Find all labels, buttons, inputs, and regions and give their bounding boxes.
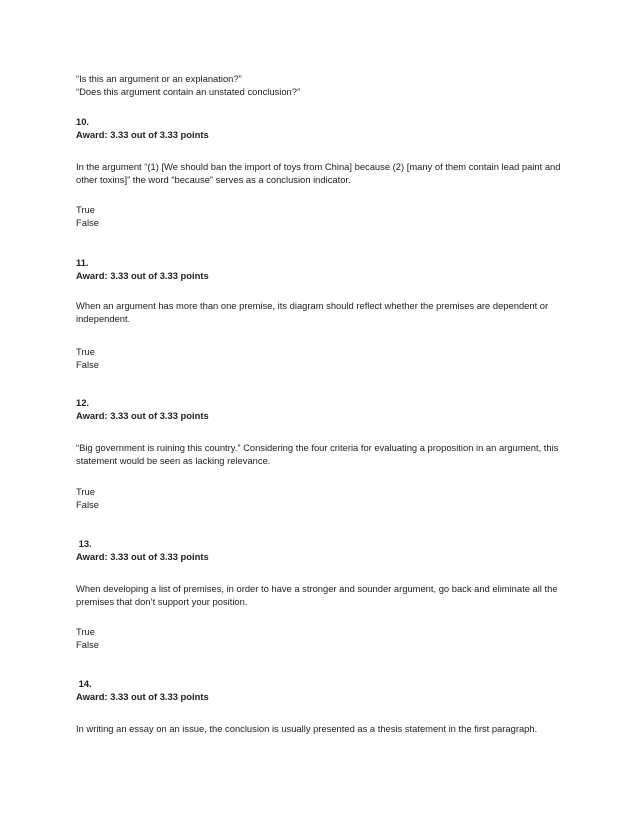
question-12 <box>76 396 568 510</box>
question-prompt: When developing a list of premises, in order to have a stronger and sounder argument, go back and eliminate all the premises that don’t support your position. <box>76 583 558 607</box>
question-number: 12. <box>76 397 90 408</box>
question-number: 10. <box>76 116 90 127</box>
question-number: 14. <box>76 678 92 689</box>
question-number: 13. <box>76 538 92 549</box>
question-award: Award: 3.33 out of 3.33 points <box>76 691 209 702</box>
question-13 <box>76 537 568 650</box>
intro-line: “Is this an argument or an explanation?” <box>76 73 242 84</box>
question-prompt: In writing an essay on an issue, the conclusion is usually presented as a thesis statement in the first paragraph. <box>76 723 538 734</box>
answer-options <box>76 485 99 511</box>
question-11 <box>76 256 568 370</box>
question-prompt: When an argument has more than one premise, its diagram should reflect whether the premises are dependent or independent. <box>76 300 549 324</box>
answer-option-true[interactable]: True <box>76 486 95 497</box>
question-10 <box>76 115 568 228</box>
intro-questions <box>76 72 300 98</box>
answer-option-true[interactable]: True <box>76 204 95 215</box>
answer-option-false[interactable]: False <box>76 639 99 650</box>
question-prompt: “Big government is ruining this country.” Considering the four criteria for evaluating a proposition in an argument, this statement would be seen as lacking relevance. <box>76 442 559 466</box>
question-award: Award: 3.33 out of 3.33 points <box>76 410 209 421</box>
question-award: Award: 3.33 out of 3.33 points <box>76 129 209 140</box>
answer-options <box>76 625 99 651</box>
intro-line: “Does this argument contain an unstated conclusion?” <box>76 86 301 97</box>
question-number: 11. <box>76 257 89 268</box>
question-prompt: In the argument “(1) [We should ban the import of toys from China] because (2) [many of them contain lead paint and other toxins]” the word “because” serves as a conclusion indicator. <box>76 161 561 185</box>
answer-options <box>76 345 99 371</box>
answer-option-true[interactable]: True <box>76 626 95 637</box>
answer-option-false[interactable]: False <box>76 499 99 510</box>
question-14 <box>76 677 568 734</box>
answer-option-false[interactable]: False <box>76 217 99 228</box>
question-award: Award: 3.33 out of 3.33 points <box>76 270 209 281</box>
answer-option-false[interactable]: False <box>76 359 99 370</box>
answer-option-true[interactable]: True <box>76 346 95 357</box>
question-award: Award: 3.33 out of 3.33 points <box>76 551 209 562</box>
answer-options <box>76 203 99 229</box>
